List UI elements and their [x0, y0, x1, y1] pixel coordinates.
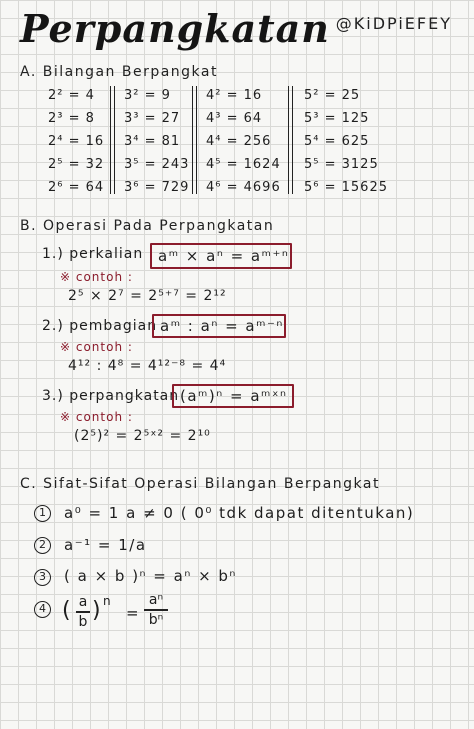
operation-label: 3.) perpangkatan: [42, 388, 180, 404]
fraction-numerator: a: [78, 594, 88, 610]
rule-number: 1: [34, 505, 51, 522]
table-cell: 5⁵ = 3125: [304, 157, 379, 172]
rule-text: a⁻¹ = 1/a: [64, 536, 147, 554]
column-divider: [288, 86, 293, 194]
example-label: ※ contoh :: [60, 270, 133, 284]
table-cell: 2³ = 8: [48, 111, 95, 126]
fraction-numerator: aⁿ: [148, 592, 164, 608]
formula: (aᵐ)ⁿ = aᵐˣⁿ: [180, 387, 288, 405]
table-cell: 5² = 25: [304, 88, 361, 103]
table-cell: 2⁶ = 64: [48, 180, 105, 195]
exponent: n: [103, 594, 111, 608]
rule-number: 3: [34, 569, 51, 586]
page-title: Perpangkatan: [20, 6, 330, 51]
open-paren: (: [62, 598, 73, 623]
close-paren: ): [92, 598, 103, 623]
example: 2⁵ × 2⁷ = 2⁵⁺⁷ = 2¹²: [68, 288, 227, 304]
formula: aᵐ × aⁿ = aᵐ⁺ⁿ: [158, 247, 290, 265]
fraction-bar: [76, 611, 90, 613]
table-cell: 4² = 16: [206, 88, 263, 103]
table-cell: 3² = 9: [124, 88, 171, 103]
example-label: ※ contoh :: [60, 410, 133, 424]
rule-number: 2: [34, 537, 51, 554]
table-cell: 4⁵ = 1624: [206, 157, 281, 172]
equals-sign: =: [126, 604, 141, 622]
table-cell: 2² = 4: [48, 88, 95, 103]
section-a-heading: A. Bilangan Berpangkat: [20, 64, 218, 80]
table-cell: 4⁴ = 256: [206, 134, 272, 149]
fraction-right: [144, 592, 168, 628]
fraction-denominator: bⁿ: [148, 611, 164, 628]
table-cell: 5³ = 125: [304, 111, 370, 126]
operation-label: 2.) pembagian: [42, 318, 158, 334]
table-cell: 3³ = 27: [124, 111, 181, 126]
table-cell: 3⁶ = 729: [124, 180, 190, 195]
rule-number: 4: [34, 601, 51, 618]
column-divider: [192, 86, 197, 194]
fraction-left: [76, 594, 90, 630]
table-cell: 2⁵ = 32: [48, 157, 105, 172]
table-cell: 5⁴ = 625: [304, 134, 370, 149]
table-cell: 4⁶ = 4696: [206, 180, 281, 195]
table-cell: 3⁵ = 243: [124, 157, 190, 172]
table-cell: 5⁶ = 15625: [304, 180, 388, 195]
section-c-heading: C. Sifat-Sifat Operasi Bilangan Berpangkat: [20, 476, 380, 492]
section-b-heading: B. Operasi Pada Perpangkatan: [20, 218, 275, 234]
formula: aᵐ : aⁿ = aᵐ⁻ⁿ: [160, 317, 284, 335]
column-divider: [110, 86, 115, 194]
rule-text: a⁰ = 1 a ≠ 0 ( 0⁰ tdk dapat ditentukan): [64, 504, 415, 522]
operation-label: 1.) perkalian: [42, 246, 144, 262]
fraction-bar: [144, 609, 168, 611]
example-label: ※ contoh :: [60, 340, 133, 354]
fraction-denominator: b: [78, 613, 88, 630]
example: (2⁵)² = 2⁵ˣ² = 2¹⁰: [74, 428, 211, 444]
table-cell: 3⁴ = 81: [124, 134, 181, 149]
table-cell: 4³ = 64: [206, 111, 263, 126]
rule-text: ( a × b )ⁿ = aⁿ × bⁿ: [64, 567, 237, 585]
example: 4¹² : 4⁸ = 4¹²⁻⁸ = 4⁴: [68, 358, 227, 374]
table-cell: 2⁴ = 16: [48, 134, 105, 149]
author-handle: @KiDPiEFEY: [335, 14, 452, 33]
